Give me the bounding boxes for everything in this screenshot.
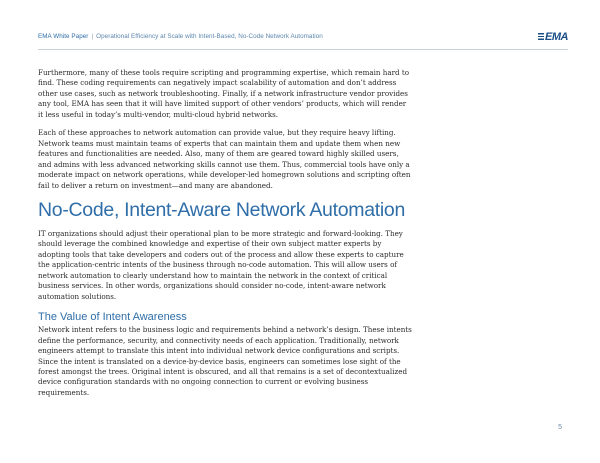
paragraph: Network intent refers to the business logic and requirements behind a network’s design. These intents define the performance, security, and connectivity needs of each application. Traditionally, network engineers attempt to translate this intent into individual network device configurations and scripts. Since the intent is translated on a device-by-device basis, engineers can sometimes lose sight of the forest amongst the trees. Original intent is obscured, and all that remains is a set of decontextualized device configuration standards with no ongoing connection to current or evolving business requirements.	[38, 325, 412, 397]
header-separator: |	[91, 33, 94, 40]
page-number: 5	[558, 424, 562, 431]
page-body	[38, 68, 412, 406]
section-heading: No-Code, Intent-Aware Network Automation	[38, 198, 405, 221]
document-type: EMA White Paper	[38, 33, 89, 40]
paragraph: IT organizations should adjust their operational plan to be more strategic and forward-looking. They should leverage the combined knowledge and expertise of their own subject matter experts by adopting tools that take developers and coders out of the process and allow these experts to capture the application-centric intents of the business through no-code automation. This will allow users of network automation to clearly understand how to maintain the network in the context of critical business services. In other words, organizations should consider no-code, intent-aware network automation solutions.	[38, 228, 404, 301]
paragraph: Furthermore, many of these tools require scripting and programming expertise, which remain hard to find. These coding requirements can negatively impact scalability of automation and don’t address other use cases, such as network troubleshooting. Finally, if a network infrastructure vendor provides any tool, EMA has seen that it will have limited support of other vendors’ products, which will render it less useful in today’s multi-vendor, multi-cloud hybrid networks.	[38, 68, 410, 119]
header-text	[38, 33, 323, 40]
subsection-heading: The Value of Intent Awareness	[38, 311, 187, 324]
page-header	[38, 33, 568, 47]
logo-bars-icon	[538, 33, 544, 41]
logo-text: EMA	[545, 31, 568, 43]
paragraph: Each of these approaches to network automation can provide value, but they require heavy lifting. Network teams must maintain teams of experts that can maintain them and update them when new features and functionalities are needed. Also, many of them are geared toward highly skilled users, and admins with less advanced networking skills cannot use them. Thus, commercial tools have only a moderate impact on network operations, while developer-led homegrown solutions and scripting often fail to deliver a return on investment—and many are abandoned.	[38, 128, 411, 190]
ema-logo	[538, 31, 568, 43]
header-rule	[38, 49, 568, 50]
document-title: Operational Efficiency at Scale with Intent-Based, No-Code Network Automation	[96, 33, 323, 40]
